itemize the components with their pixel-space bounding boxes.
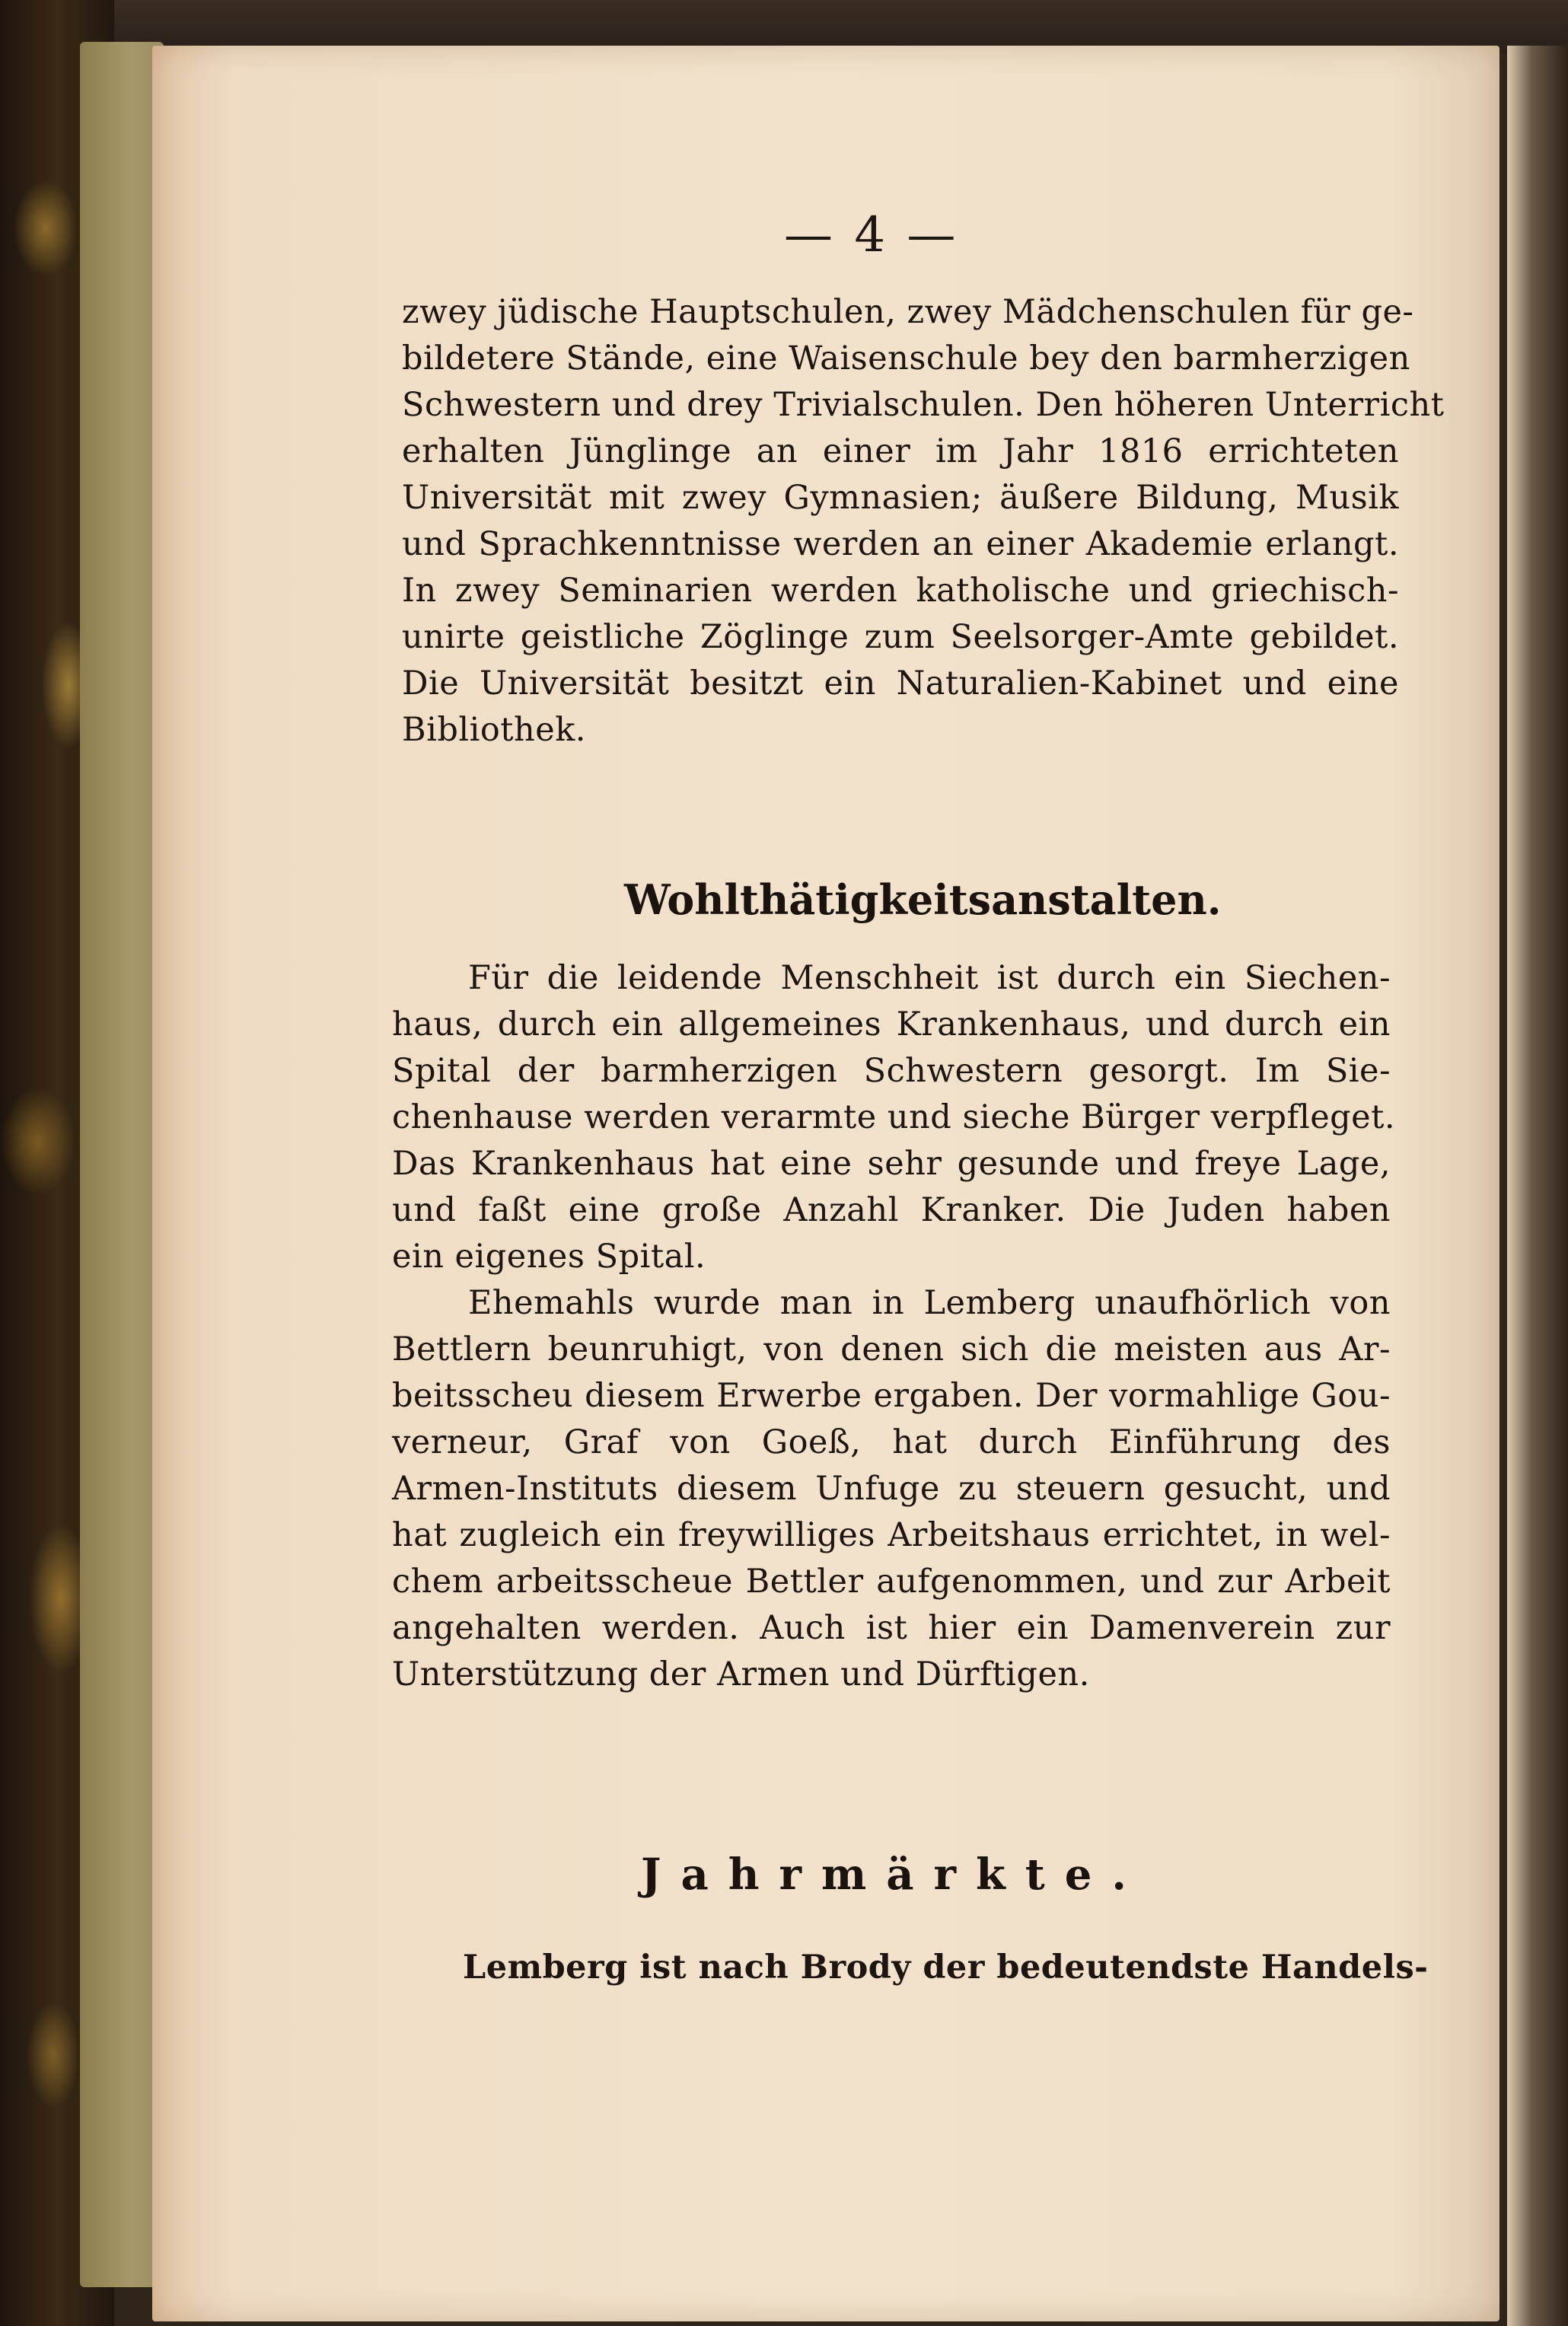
text-line: Ehemahls wurde man in Lemberg unaufhörlich von <box>468 1284 1391 1322</box>
text-line: haus, durch ein allgemeines Krankenhaus, und durch ein <box>392 1005 1391 1044</box>
text-line: Unterstützung der Armen und Dürftigen. <box>392 1655 1090 1694</box>
text-line: zwey jüdische Hauptschulen, zwey Mädchenschulen für ge- <box>402 293 1414 331</box>
paragraph-charities <box>392 955 1396 1698</box>
text-line: Spital der barmherzigen Schwestern gesorgt. Im Sie- <box>392 1052 1391 1090</box>
text-line: Bibliothek. <box>402 711 586 749</box>
text-line: Die Universität besitzt ein Naturalien-Kabinet und eine <box>402 664 1399 703</box>
text-line: beitsscheu diesem Erwerbe ergaben. Der vormahlige Gou- <box>392 1377 1391 1415</box>
text-line: und faßt eine große Anzahl Kranker. Die Juden haben <box>392 1191 1391 1229</box>
text-line: bildetere Stände, eine Waisenschule bey den barmherzigen <box>402 339 1410 378</box>
text-line: Das Krankenhaus hat eine sehr gesunde und freye Lage, <box>392 1145 1391 1183</box>
section-heading-charities: Wohlthätigkeitsanstalten. <box>624 875 1222 924</box>
section-heading-fairs: Jahrmärkte. <box>641 1850 1146 1900</box>
text-line: Armen-Instituts diesem Unfuge zu steuern gesucht, und <box>392 1470 1391 1508</box>
text-line: Schwestern und drey Trivialschulen. Den höheren Unterricht <box>402 386 1445 424</box>
text-line: hat zugleich ein freywilliges Arbeitshaus errichtet, in wel- <box>392 1516 1391 1554</box>
text-line: angehalten werden. Auch ist hier ein Damenverein zur <box>392 1609 1391 1647</box>
page-edges <box>80 42 164 2287</box>
text-line: Universität mit zwey Gymnasien; äußere Bildung, Musik <box>402 479 1399 517</box>
paragraph-fairs <box>463 1945 1429 1991</box>
text-line: chenhause werden verarmte und sieche Bürger verpfleget. <box>392 1098 1396 1136</box>
text-line: erhalten Jünglinge an einer im Jahr 1816 errichteten <box>402 432 1399 470</box>
text-line: ein eigenes Spital. <box>392 1238 706 1276</box>
page-number: — 4 — <box>784 207 959 263</box>
text-line: chem arbeitsscheue Bettler aufgenommen, und zur Arbeit <box>392 1563 1391 1601</box>
text-line: und Sprachkenntnisse werden an einer Akademie erlangt. <box>402 525 1399 563</box>
text-line: In zwey Seminarien werden katholische und griechisch- <box>402 572 1399 610</box>
text-line: verneur, Graf von Goeß, hat durch Einführung des <box>392 1423 1391 1461</box>
text-line: Bettlern beunruhigt, von denen sich die meisten aus Ar- <box>392 1330 1391 1369</box>
paragraph-schools <box>402 289 1445 754</box>
next-page-edge <box>1507 46 1568 2326</box>
text-line: Lemberg ist nach Brody der bedeutendste Handels- <box>463 1948 1429 1987</box>
text-line: unirte geistliche Zöglinge zum Seelsorger-Amte gebildet. <box>402 618 1399 656</box>
text-line: Für die leidende Menschheit ist durch ein Siechen- <box>468 959 1391 997</box>
